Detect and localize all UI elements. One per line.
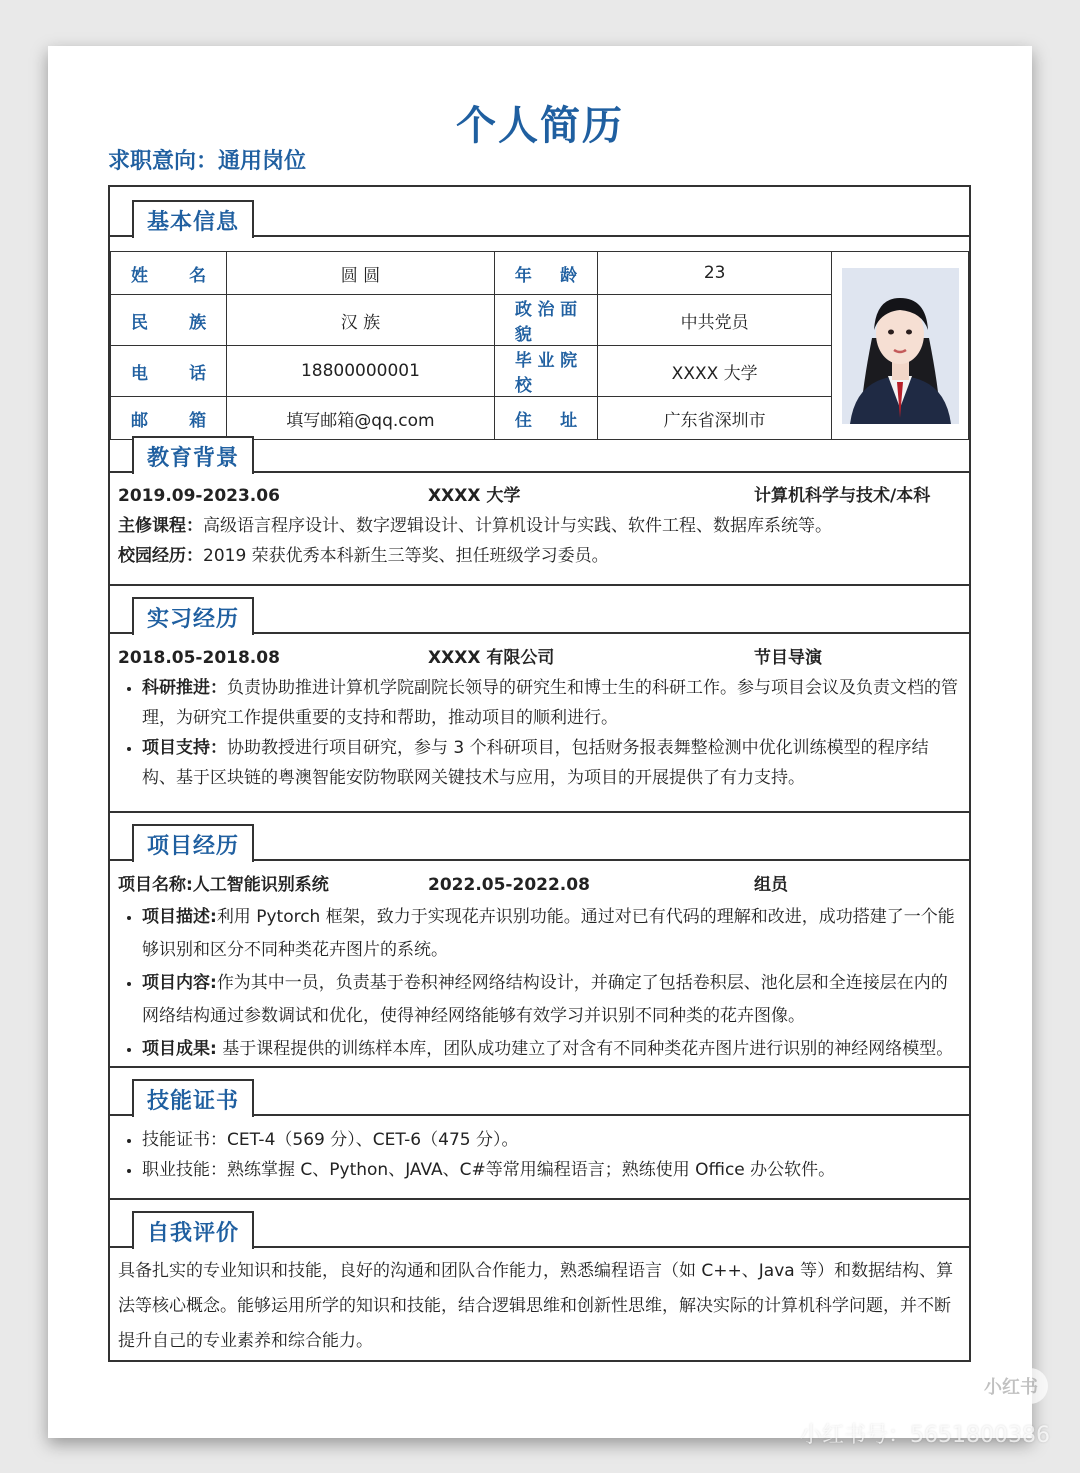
- label-political: 政治面貌: [494, 295, 597, 346]
- section-project-title: 项目经历: [132, 824, 254, 862]
- label-ethnicity: 民族: [111, 295, 227, 346]
- value-age: 23: [598, 252, 832, 295]
- section-skills-title: 技能证书: [132, 1079, 254, 1117]
- photo-cell: [832, 252, 969, 440]
- project-name: 项目名称:人工智能识别系统: [118, 875, 329, 895]
- skills-list: [118, 1125, 961, 1185]
- page-title: 个人简历: [456, 103, 624, 149]
- label-age: 年龄: [494, 252, 597, 295]
- section-education-header: [110, 423, 969, 473]
- education-campus: 校园经历：2019 荣获优秀本科新生三等奖、担任班级学习委员。: [118, 546, 609, 566]
- section-project-header: [110, 811, 969, 861]
- education-major: 计算机科学与技术/本科: [754, 486, 931, 506]
- value-phone: 18800000001: [227, 346, 495, 397]
- internship-company: XXXX 有限公司: [428, 648, 555, 668]
- list-item: • 项目描述:利用 Pytorch 框架，致力于实现花卉识别功能。通过对已有代码的理解和改进，成功搭建了一个能够识别和区分不同种类花卉图片的系统。: [142, 901, 961, 967]
- internship-period: 2018.05-2018.08: [118, 648, 280, 668]
- list-item: • 职业技能：熟练掌握 C、Python、JAVA、C#等常用编程语言；熟练使用 Office 办公软件。: [142, 1155, 961, 1185]
- label-email: 邮箱: [111, 397, 227, 440]
- profile-photo: [842, 268, 959, 424]
- watermark-logo: 小红书: [974, 1368, 1048, 1404]
- label-phone: 电话: [111, 346, 227, 397]
- internship-role: 节目导演: [754, 648, 822, 668]
- section-self-eval-header: [110, 1198, 969, 1248]
- table-row: [111, 252, 969, 295]
- list-item: • 科研推进：负责协助推进计算机学院副院长领导的研究生和博士生的科研工作。参与项目会议及负责文档的管理，为研究工作提供重要的支持和帮助，推动项目的顺利进行。: [142, 673, 961, 733]
- education-period: 2019.09-2023.06: [118, 486, 280, 506]
- section-education-title: 教育背景: [132, 436, 254, 474]
- section-self-eval-title: 自我评价: [132, 1211, 254, 1249]
- label-school: 毕业院校: [494, 346, 597, 397]
- project-role: 组员: [754, 875, 788, 895]
- section-basic-header: [110, 187, 969, 237]
- value-school: XXXX 大学: [598, 346, 832, 397]
- list-item: • 项目内容:作为其中一员，负责基于卷积神经网络结构设计，并确定了包括卷积层、池化层和全连接层在内的网络结构通过参数调试和优化，使得神经网络能够有效学习并识别不同种类的花卉图像。: [142, 967, 961, 1033]
- education-school: XXXX 大学: [428, 486, 521, 506]
- list-item: • 项目成果: 基于课程提供的训练样本库，团队成功建立了对含有不同种类花卉图片进行识别的神经网络模型。: [142, 1033, 961, 1066]
- resume-page: [48, 46, 1032, 1438]
- job-intent: 求职意向：通用岗位: [108, 149, 307, 174]
- value-email: 填写邮箱@qq.com: [227, 397, 495, 440]
- education-row: [118, 481, 961, 511]
- project-row: [118, 870, 961, 900]
- internship-list: [118, 673, 961, 793]
- list-item: • 技能证书：CET-4（569 分）、CET-6（475 分）。: [142, 1125, 961, 1155]
- internship-row: [118, 643, 961, 673]
- value-address: 广东省深圳市: [598, 397, 832, 440]
- list-item: • 项目支持：协助教授进行项目研究，参与 3 个科研项目，包括财务报表舞整检测中优化训练模型的程序结构、基于区块链的粤澳智能安防物联网关键技术与应用，为项目的开展提供了有力支持。: [142, 733, 961, 793]
- section-skills-header: [110, 1066, 969, 1116]
- watermark-text: 小红书号：5651800386: [800, 1423, 1050, 1448]
- section-internship-header: [110, 584, 969, 634]
- resume-frame: [108, 185, 971, 1362]
- value-name: 圆 圆: [227, 252, 495, 295]
- project-period: 2022.05-2022.08: [428, 875, 590, 895]
- value-political: 中共党员: [598, 295, 832, 346]
- basic-info-table: [110, 251, 969, 440]
- label-address: 住址: [494, 397, 597, 440]
- label-name: 姓名: [111, 252, 227, 295]
- project-list: [118, 901, 961, 1066]
- section-internship-title: 实习经历: [132, 597, 254, 635]
- education-courses: 主修课程：高级语言程序设计、数字逻辑设计、计算机设计与实践、软件工程、数据库系统等。: [118, 516, 832, 536]
- self-eval-text: 具备扎实的专业知识和技能，良好的沟通和团队合作能力，熟悉编程语言（如 C++、Java 等）和数据结构、算法等核心概念。能够运用所学的知识和技能，结合逻辑思维和创新性思维，解决实际的计算机科学问题，并不断提升自己的专业素养和综合能力。: [118, 1261, 954, 1351]
- value-ethnicity: 汉 族: [227, 295, 495, 346]
- section-basic-title: 基本信息: [132, 200, 254, 238]
